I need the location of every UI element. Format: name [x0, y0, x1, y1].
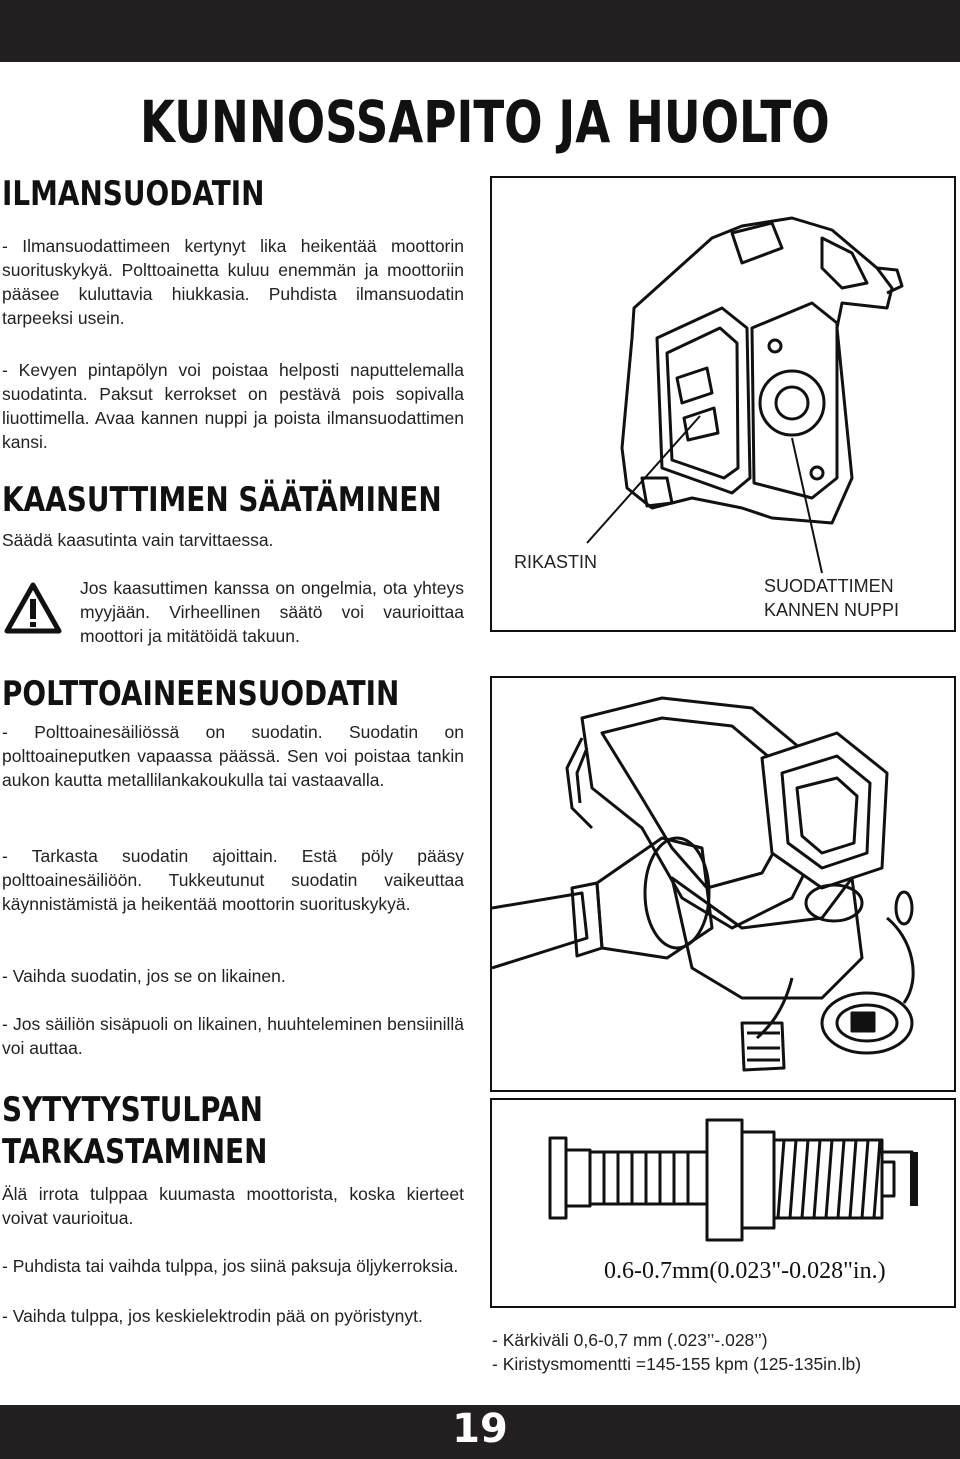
fuel-filter-paragraph-2: - Tarkasta suodatin ajoittain. Estä pöly pääsy polttoainesäiliöön. Tukkeutunut suodatin vaikeuttaa käynnistämistä ja heikentää moottorin suorituskykyä. [2, 846, 464, 914]
fuel-filter-figure [490, 676, 956, 1092]
air-filter-paragraph-2: - Kevyen pintapölyn voi poistaa helposti naputtelemalla suodatinta. Paksut kerrokset on pestävä pois sopivalla liuottimella. Avaa kannen nuppi ja poista ilmansuodattimen kansi. [2, 360, 464, 452]
fuel-filter-paragraph-4: - Jos säiliön sisäpuoli on likainen, huuhteleminen bensiinillä voi auttaa. [2, 1014, 464, 1058]
fuel-filter-heading: POLTTOAINEENSUODATIN [2, 674, 400, 714]
engine-illustration [492, 678, 954, 1090]
torque-caption: - Kiristysmomentti =145-155 kpm (125-135in.lb) [492, 1354, 862, 1374]
spark-gap-caption: - Kärkiväli 0,6-0,7 mm (.023’’-.028’’) [492, 1330, 768, 1350]
spark-plug-paragraph-3: - Vaihda tulppa, jos keskielektrodin pää on pyöristynyt. [2, 1306, 423, 1326]
choke-label: RIKASTIN [514, 552, 598, 572]
page-number: 19 [452, 1406, 508, 1452]
gap-label: 0.6-0.7mm(0.023"-0.028"in.) [604, 1258, 886, 1284]
spark-plug-paragraph-1: Älä irrota tulppaa kuumasta moottorista, koska kierteet voivat vaurioitua. [2, 1184, 464, 1228]
spark-plug-heading-line2: TARKASTAMINEN [2, 1132, 268, 1172]
filter-knob-label-line1: SUODATTIMEN [764, 576, 894, 596]
fuel-filter-paragraph-1: - Polttoainesäiliössä on suodatin. Suodatin on polttoaineputken vapaassa päässä. Sen voi poistaa tankin aukon kautta metallilankakoukulla tai vastaavalla. [2, 722, 464, 790]
carburetor-intro: Säädä kaasutinta vain tarvittaessa. [2, 530, 274, 550]
carburetor-heading: KAASUTTIMEN SÄÄTÄMINEN [2, 480, 442, 520]
carburetor-warning: Jos kaasuttimen kanssa on ongelmia, ota yhteys myyjään. Virheellinen säätö voi vaurioittaa moottori ja mitätöidä takuun. [80, 578, 464, 646]
air-filter-paragraph-1: - Ilmansuodattimeen kertynyt lika heikentää moottorin suorituskykyä. Polttoainetta kuluu enemmän ja moottoriin pääsee kuluttavia hiukkasia. Puhdista ilmansuodatin tarpeeksi usein. [2, 236, 464, 328]
spark-plug-paragraph-2: - Puhdista tai vaihda tulppa, jos siinä paksuja öljykerroksia. [2, 1256, 459, 1276]
air-filter-figure [490, 176, 956, 632]
top-bar [0, 0, 960, 62]
spark-plug-illustration [492, 1100, 954, 1306]
spark-plug-figure [490, 1098, 956, 1308]
filter-knob-label-line2: KANNEN NUPPI [764, 600, 900, 620]
page-title: KUNNOSSAPITO JA HUOLTO [140, 88, 830, 156]
air-filter-heading: ILMANSUODATIN [2, 174, 265, 214]
warning-icon [4, 582, 62, 634]
spark-plug-heading-line1: SYTYTYSTULPAN [2, 1090, 263, 1130]
fuel-filter-paragraph-3: - Vaihda suodatin, jos se on likainen. [2, 966, 286, 986]
